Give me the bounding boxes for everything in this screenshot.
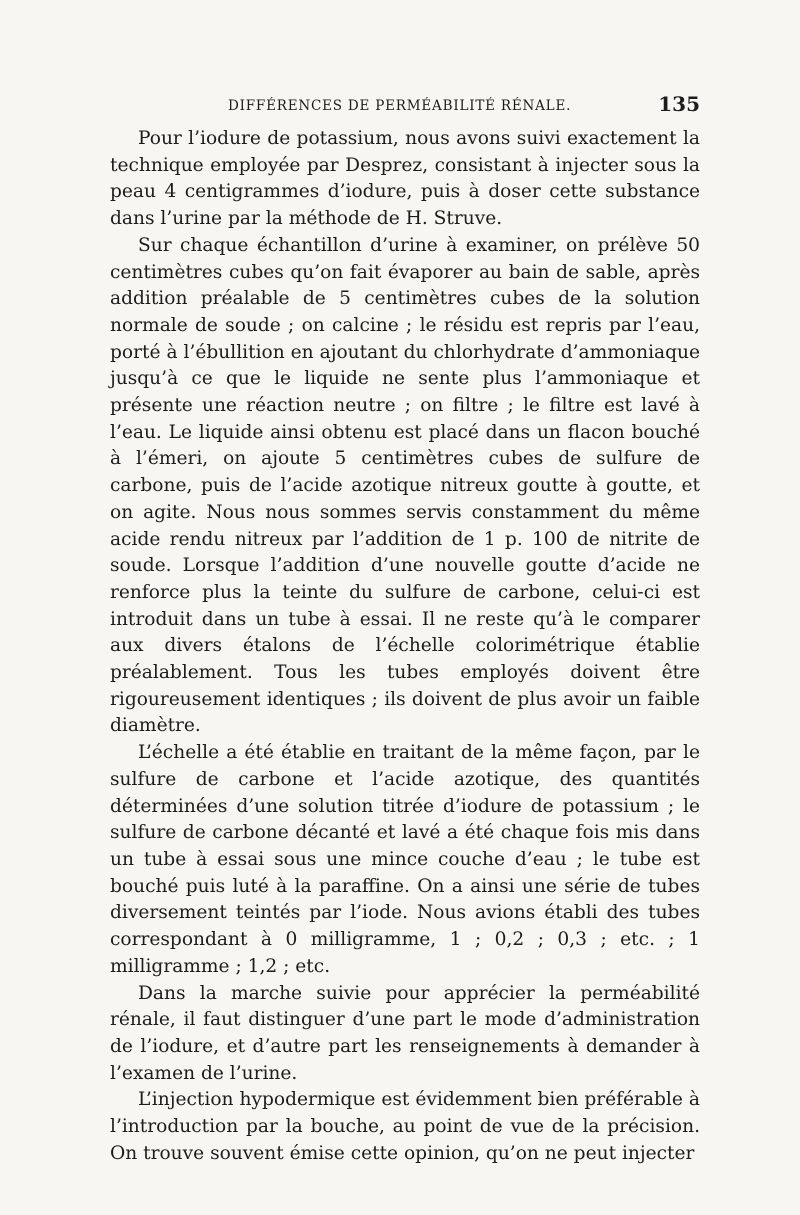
- paragraph: L’échelle a été établie en traitant de la même façon, par le sulfure de carbone et l’acide azotique, des quantités déterminées d’une solution titrée d’iodure de potassium ; le sulfure de carbone décanté et lavé a été chaque fois mis dans un tube à essai sous une mince couche d’eau ; le tube est bouché puis luté à la paraffine. On a ainsi une série de tubes diversement teintés par l’iode. Nous avions établi des tubes correspondant à 0 milligramme, 1 ; 0,2 ; 0,3 ; etc. ; 1 milligramme ; 1,2 ; etc.: [110, 742, 700, 977]
- page-header: [110, 92, 700, 122]
- paragraph: L’injection hypodermique est évidemment bien préférable à l’introduction par la bouche, au point de vue de la précision. On trouve souvent émise cette opinion, qu’on ne peut injecter: [110, 1089, 700, 1164]
- paragraph: Pour l’iodure de potassium, nous avons suivi exactement la technique employée par Desprez, consistant à injecter sous la peau 4 centigrammes d’iodure, puis à doser cette substance dans l’urine par la méthode de H. Struve.: [110, 128, 700, 230]
- page-number: 135: [658, 92, 700, 116]
- body-text: [110, 126, 700, 1167]
- paragraph: Dans la marche suivie pour apprécier la perméabilité rénale, il faut distinguer d’une part le mode d’administration de l’iodure, et d’autre part les renseignements à demander à l’examen de l’urine.: [110, 982, 700, 1084]
- paragraph: Sur chaque échantillon d’urine à examiner, on prélève 50 centimètres cubes qu’on fait évaporer au bain de sable, après addition préalable de 5 centimètres cubes de la solution normale de soude ; on calcine ; le résidu est repris par l’eau, porté à l’ébullition en ajoutant du chlorhydrate d’ammoniaque jusqu’à ce que le liquide ne sente plus l’ammoniaque et présente une réaction neutre ; on filtre ; le filtre est lavé à l’eau. Le liquide ainsi obtenu est placé dans un flacon bouché à l’émeri, on ajoute 5 centimètres cubes de sulfure de carbone, puis de l’acide azotique nitreux goutte à goutte, et on agite. Nous nous sommes servis constamment du même acide rendu nitreux par l’addition de 1 p. 100 de nitrite de soude. Lorsque l’addition d’une nouvelle goutte d’acide ne renforce plus la teinte du sulfure de carbone, celui-ci est introduit dans un tube à essai. Il ne reste qu’à le comparer aux divers étalons de l’échelle colorimétrique établie préalablement. Tous les tubes employés doivent être rigoureusement identiques ; ils doivent de plus avoir un faible diamètre.: [110, 234, 700, 737]
- book-page: [110, 92, 700, 1167]
- running-title: DIFFÉRENCES DE PERMÉABILITÉ RÉNALE.: [228, 98, 572, 114]
